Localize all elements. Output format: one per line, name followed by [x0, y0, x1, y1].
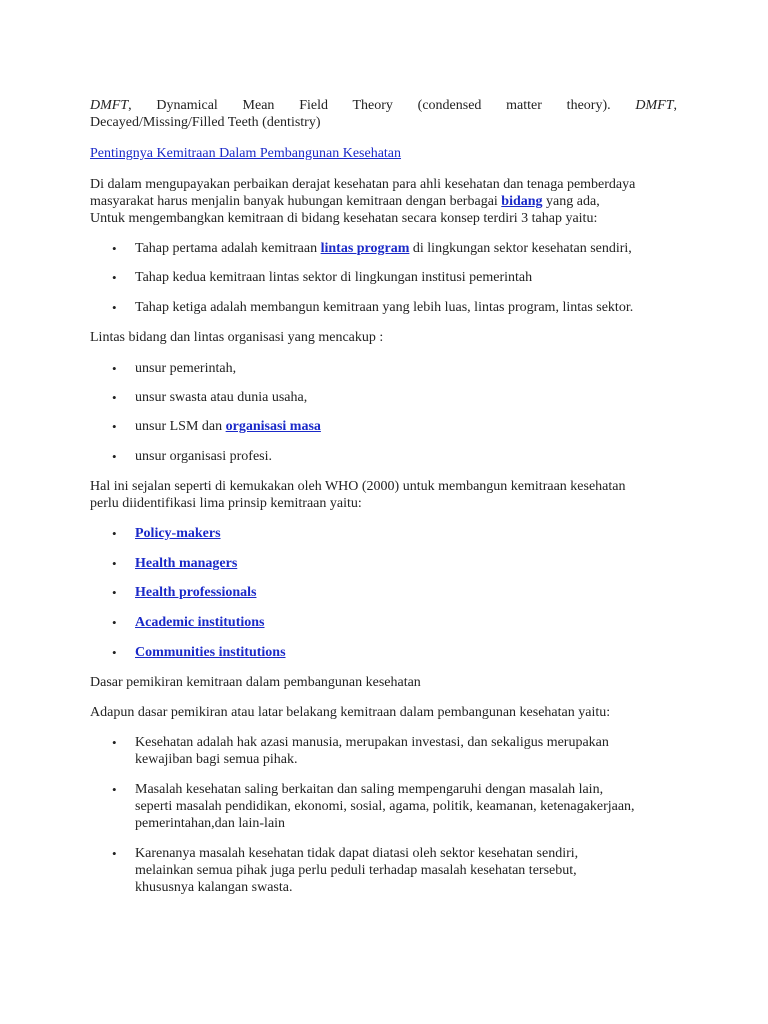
- list-item-text: khususnya kalangan swasta.: [135, 880, 293, 895]
- list-item-text: Karenanya masalah kesehatan tidak dapat diatasi oleh sektor kesehatan sendiri,: [135, 846, 579, 861]
- list-item-text: Masalah kesehatan saling berkaitan dan saling mempengaruhi dengan masalah lain,: [135, 782, 604, 797]
- list-item-text: di lingkungan sektor kesehatan sendiri,: [409, 241, 632, 256]
- list-item: [90, 360, 677, 377]
- section-heading-link[interactable]: Pentingnya Kemitraan Dalam Pembangunan Kesehatan: [90, 146, 402, 161]
- list-item-text: kewajiban bagi semua pihak.: [135, 752, 298, 767]
- bullet-icon: •: [112, 782, 117, 797]
- list-item: [90, 584, 677, 601]
- intro-line-2: Decayed/Missing/Filled Teeth (dentistry): [90, 115, 321, 130]
- para5-text: Adapun dasar pemikiran atau latar belakang kemitraan dalam pembangunan kesehatan yaitu:: [90, 705, 611, 720]
- health-professionals-link[interactable]: Health professionals: [135, 585, 257, 600]
- list-item: [90, 845, 677, 896]
- academic-institutions-link[interactable]: Academic institutions: [135, 615, 265, 630]
- list-item-text: Tahap ketiga adalah membangun kemitraan yang lebih luas, lintas program, lintas sektor.: [135, 300, 634, 315]
- list-item: [90, 269, 677, 286]
- intro-line-1: [90, 97, 677, 114]
- list-item: [90, 389, 677, 406]
- bullet-icon: •: [112, 241, 117, 256]
- list-item-text: Tahap kedua kemitraan lintas sektor di lingkungan institusi pemerintah: [135, 270, 533, 285]
- bullet-icon: •: [112, 615, 117, 630]
- para1-text: masyarakat harus menjalin banyak hubungan kemitraan dengan berbagai: [90, 194, 502, 209]
- list-item-text: seperti masalah pendidikan, ekonomi, sosial, agama, politik, keamanan, ketenagakerjaan,: [135, 799, 635, 814]
- reasons-list: [90, 734, 677, 768]
- health-managers-link[interactable]: Health managers: [135, 556, 238, 571]
- bullet-icon: •: [112, 645, 117, 660]
- elements-list: [90, 360, 677, 377]
- paragraph-intro-partnership: [90, 176, 677, 227]
- para2-text: Lintas bidang dan lintas organisasi yang mencakup :: [90, 330, 384, 345]
- bullet-icon: •: [112, 735, 117, 750]
- bullet-icon: •: [112, 556, 117, 571]
- intro-paragraph: [90, 97, 677, 131]
- list-item: [90, 614, 677, 631]
- para1-line-1: Di dalam mengupayakan perbaikan derajat kesehatan para ahli kesehatan dan tenaga pemberdaya: [90, 177, 636, 192]
- para3-line-1: Hal ini sejalan seperti di kemukakan oleh WHO (2000) untuk membangun kemitraan kesehatan: [90, 479, 626, 494]
- para1-line-3: Untuk mengembangkan kemitraan di bidang kesehatan secara konsep terdiri 3 tahap yaitu:: [90, 211, 598, 226]
- list-item: [90, 525, 677, 542]
- para3-line-2: perlu diidentifikasi lima prinsip kemitraan yaitu:: [90, 496, 362, 511]
- bullet-icon: •: [112, 846, 117, 861]
- list-item-text: unsur organisasi profesi.: [135, 449, 272, 464]
- list-item-text: pemerintahan,dan lain-lain: [135, 816, 286, 831]
- list-item: [90, 240, 677, 257]
- bullet-icon: •: [112, 300, 117, 315]
- list-item: [90, 781, 677, 832]
- list-item-text: Tahap pertama adalah kemitraan: [135, 241, 321, 256]
- communities-institutions-link[interactable]: Communities institutions: [135, 645, 286, 660]
- list-item: [90, 299, 677, 316]
- para4-text: Dasar pemikiran kemitraan dalam pembangunan kesehatan: [90, 675, 421, 690]
- list-item: [90, 418, 677, 435]
- bullet-icon: •: [112, 390, 117, 405]
- bullet-icon: •: [112, 526, 117, 541]
- list-item: [90, 644, 677, 661]
- bidang-link[interactable]: bidang: [501, 194, 543, 209]
- bullet-icon: •: [112, 419, 117, 434]
- para1-text: yang ada,: [542, 194, 600, 209]
- stages-list: [90, 240, 677, 257]
- list-item: [90, 734, 677, 768]
- dmft-abbrev: DMFT: [90, 98, 129, 113]
- list-item-text: Kesehatan adalah hak azasi manusia, merupakan investasi, dan sekaligus merupakan: [135, 735, 609, 750]
- intro-comma: ,: [673, 98, 677, 113]
- principles-list: [90, 525, 677, 542]
- dmft-abbrev: DMFT: [635, 98, 674, 113]
- lintas-program-link[interactable]: lintas program: [320, 241, 410, 256]
- list-item-text: melainkan semua pihak juga perlu peduli terhadap masalah kesehatan tersebut,: [135, 863, 577, 878]
- list-item-text: unsur swasta atau dunia usaha,: [135, 390, 308, 405]
- para1-line-2: [90, 193, 677, 210]
- bullet-icon: •: [112, 270, 117, 285]
- paragraph-who: [90, 478, 677, 512]
- bullet-icon: •: [112, 361, 117, 376]
- bullet-icon: •: [112, 585, 117, 600]
- bullet-icon: •: [112, 449, 117, 464]
- intro-text: , Dynamical Mean Field Theory (condensed matter theory).: [128, 98, 611, 113]
- list-item-text: unsur pemerintah,: [135, 361, 237, 376]
- policy-makers-link[interactable]: Policy-makers: [135, 526, 221, 541]
- organisasi-masa-link[interactable]: organisasi masa: [225, 419, 321, 434]
- list-item: [90, 555, 677, 572]
- list-item-text: unsur LSM dan: [135, 419, 226, 434]
- list-item: [90, 448, 677, 465]
